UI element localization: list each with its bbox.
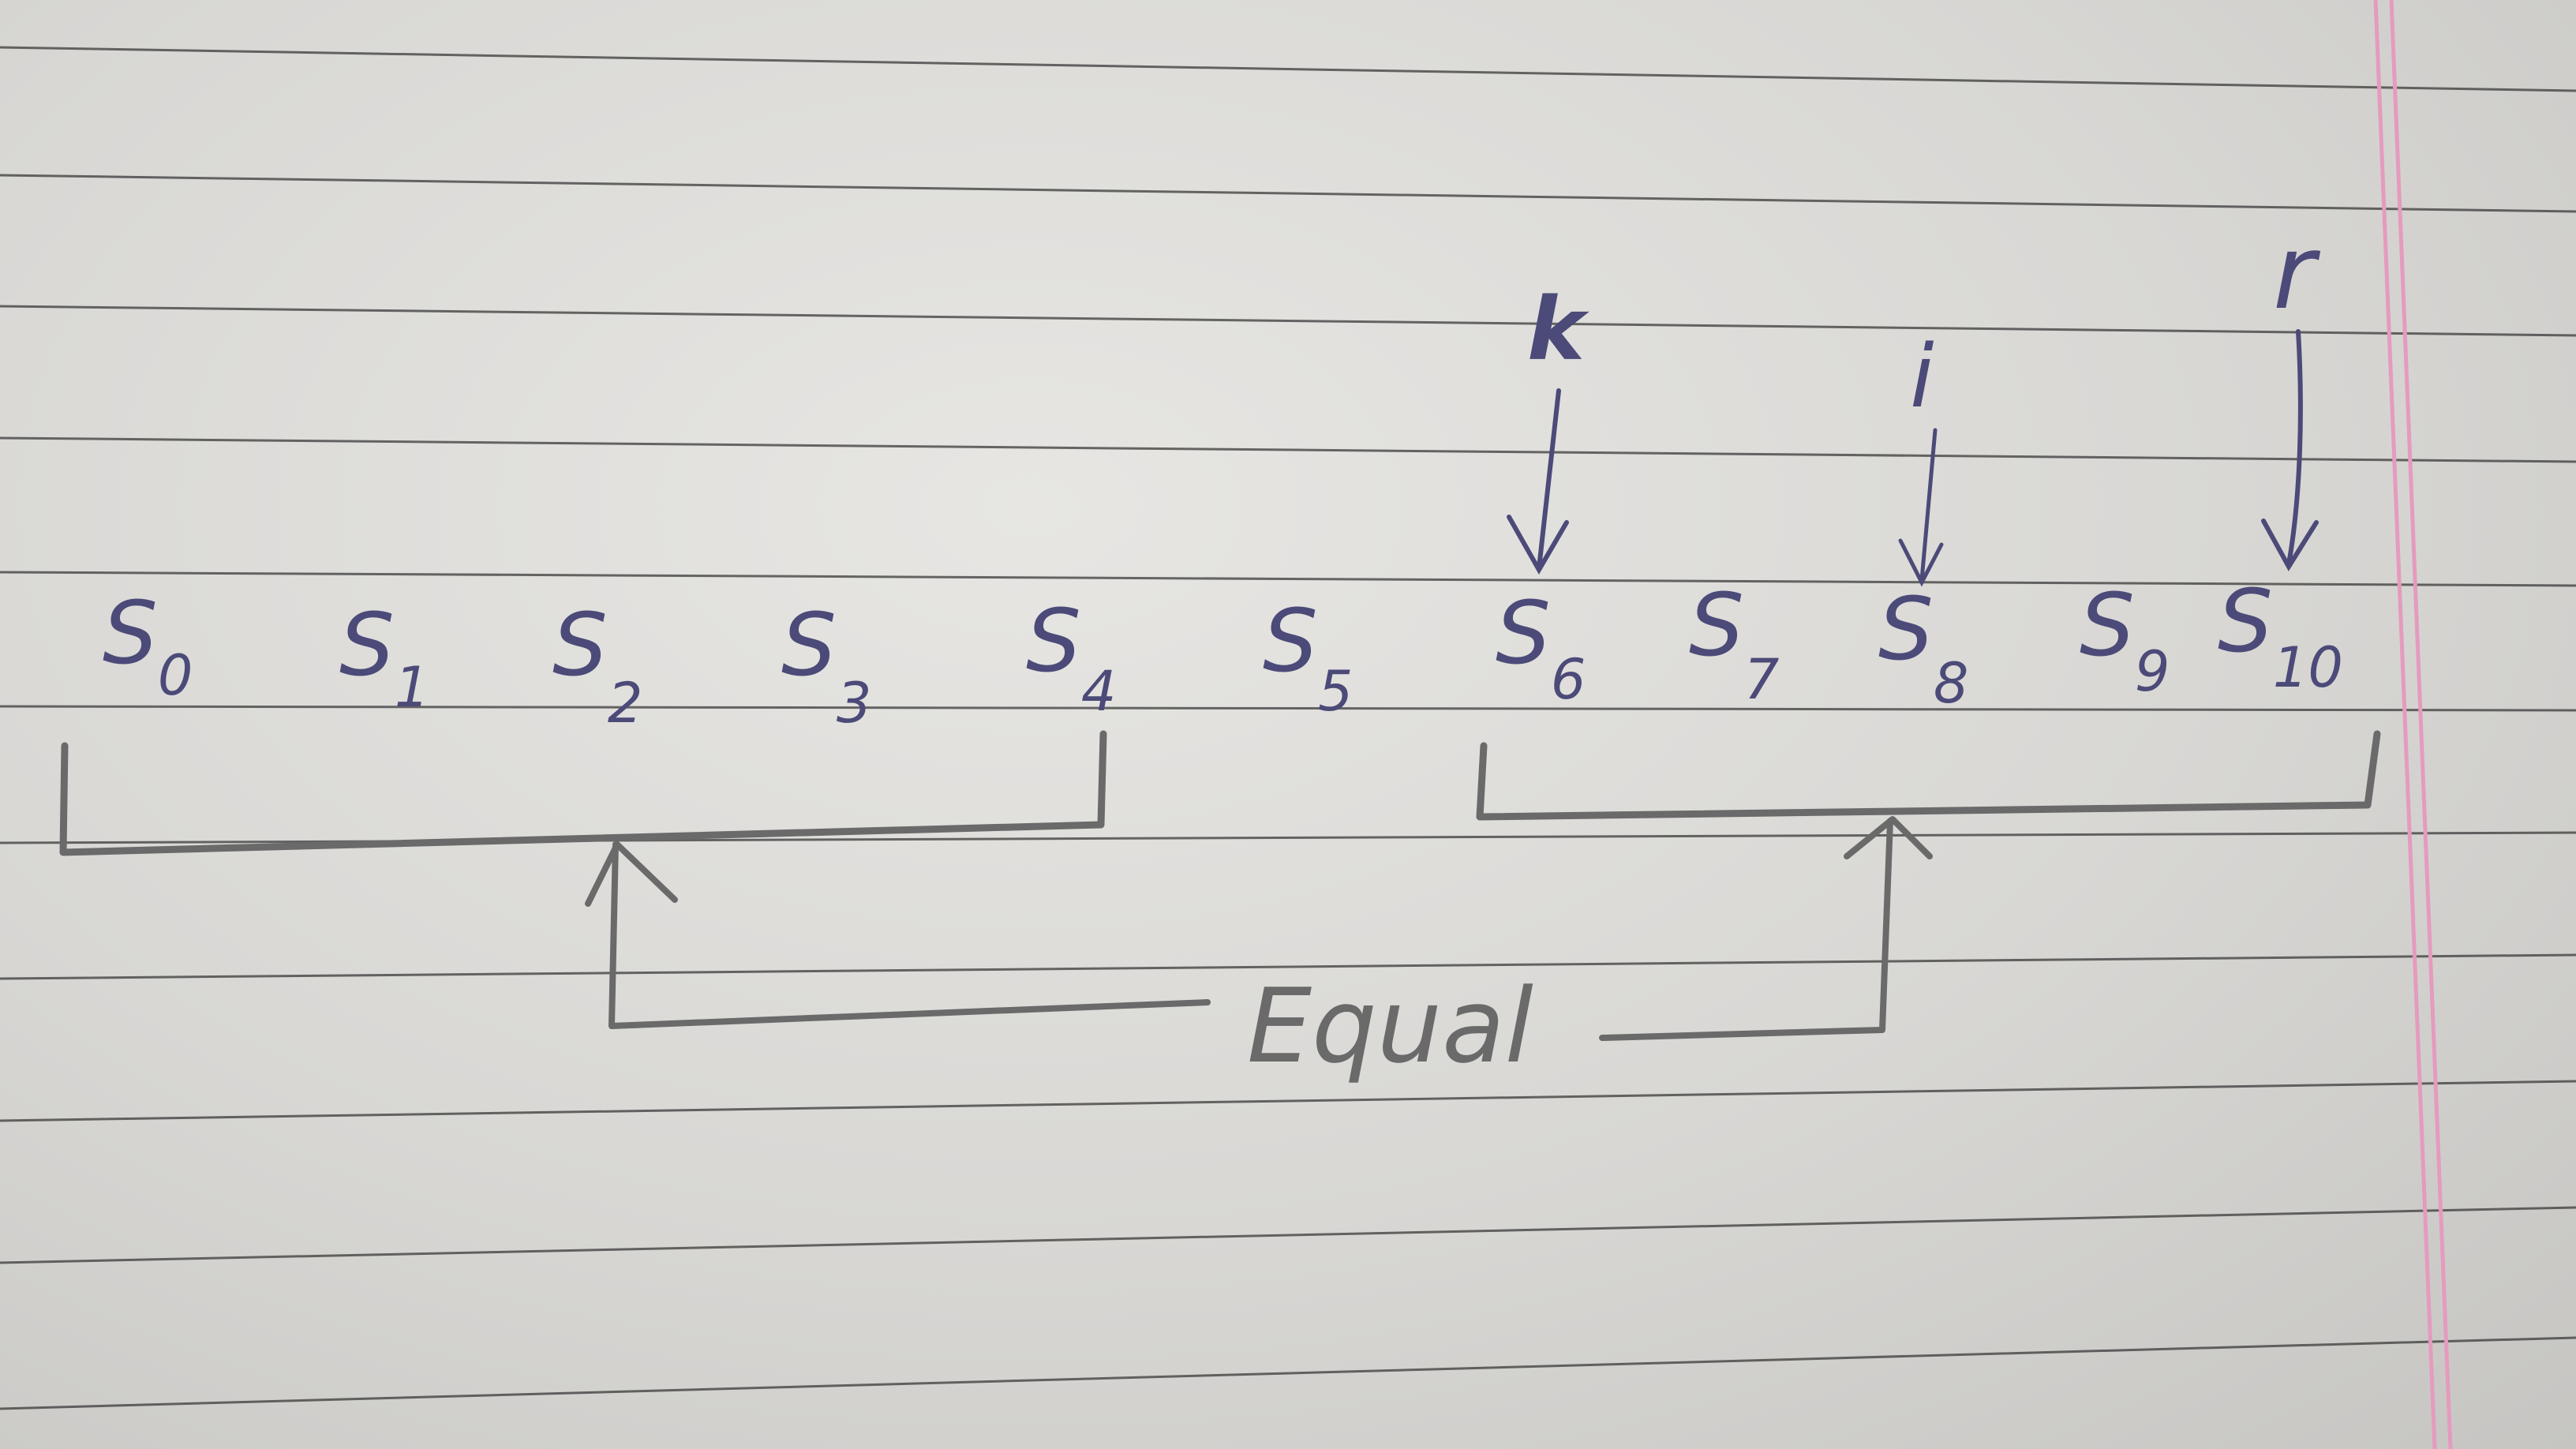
term-base: S (1878, 578, 1934, 680)
pointers (1509, 212, 2321, 582)
pointer-label-r: r (2273, 212, 2316, 332)
term-base: S (2218, 571, 2273, 672)
rule-line (0, 706, 2576, 710)
term-subscript: 8 (1933, 651, 1969, 716)
term-base: S (1689, 575, 1744, 676)
bracket-left (63, 734, 1103, 852)
up-arrow-left (588, 844, 675, 904)
arrow-i (1900, 430, 1941, 582)
term-s1 (339, 594, 429, 720)
term-s8 (1878, 578, 1968, 716)
rule-line (0, 1208, 2576, 1263)
term-base: S (781, 594, 837, 695)
rule-line (0, 1081, 2576, 1121)
ruled-lines (0, 47, 2576, 1409)
term-s4 (1026, 590, 1116, 724)
term-s3 (781, 594, 871, 736)
sequence-terms (103, 571, 2343, 736)
rule-line (0, 47, 2576, 91)
pointer-label-k: k (1527, 279, 1586, 380)
arrow-r (2263, 331, 2316, 567)
term-subscript: 6 (1550, 647, 1586, 712)
term-s6 (1496, 582, 1586, 712)
pointer-label-i: i (1910, 326, 1934, 427)
term-base: S (1263, 590, 1318, 691)
rule-line (0, 306, 2576, 335)
rule-line (0, 175, 2576, 212)
term-s9 (2080, 575, 2170, 704)
arrow-k (1509, 391, 1567, 570)
term-subscript: 2 (607, 671, 643, 736)
term-subscript: 9 (2134, 639, 2170, 704)
connector-left (612, 844, 1208, 1026)
term-subscript: 7 (1743, 647, 1780, 712)
term-s2 (552, 594, 642, 736)
margin-lines (2376, 0, 2451, 1449)
term-subscript: 5 (1317, 659, 1354, 724)
term-s7 (1689, 575, 1779, 712)
term-base: S (1026, 590, 1081, 691)
term-subscript: 0 (157, 643, 193, 708)
term-s10 (2218, 571, 2343, 700)
term-subscript: 10 (2272, 635, 2343, 700)
term-subscript: 4 (1080, 659, 1117, 724)
term-s0 (103, 582, 193, 708)
rule-line (0, 572, 2576, 586)
rule-line (0, 438, 2576, 462)
margin-line (2391, 0, 2451, 1449)
bracket-right (1480, 734, 2377, 817)
term-subscript: 1 (394, 655, 430, 720)
term-base: S (339, 594, 395, 695)
term-subscript: 3 (836, 671, 872, 736)
rule-line (0, 1338, 2576, 1409)
term-base: S (552, 594, 608, 695)
margin-line (2376, 0, 2435, 1449)
term-base: S (1496, 582, 1551, 683)
term-base: S (2080, 575, 2135, 676)
equal-label: Equal (1247, 966, 1533, 1086)
term-s5 (1263, 590, 1353, 724)
term-base: S (103, 582, 158, 683)
